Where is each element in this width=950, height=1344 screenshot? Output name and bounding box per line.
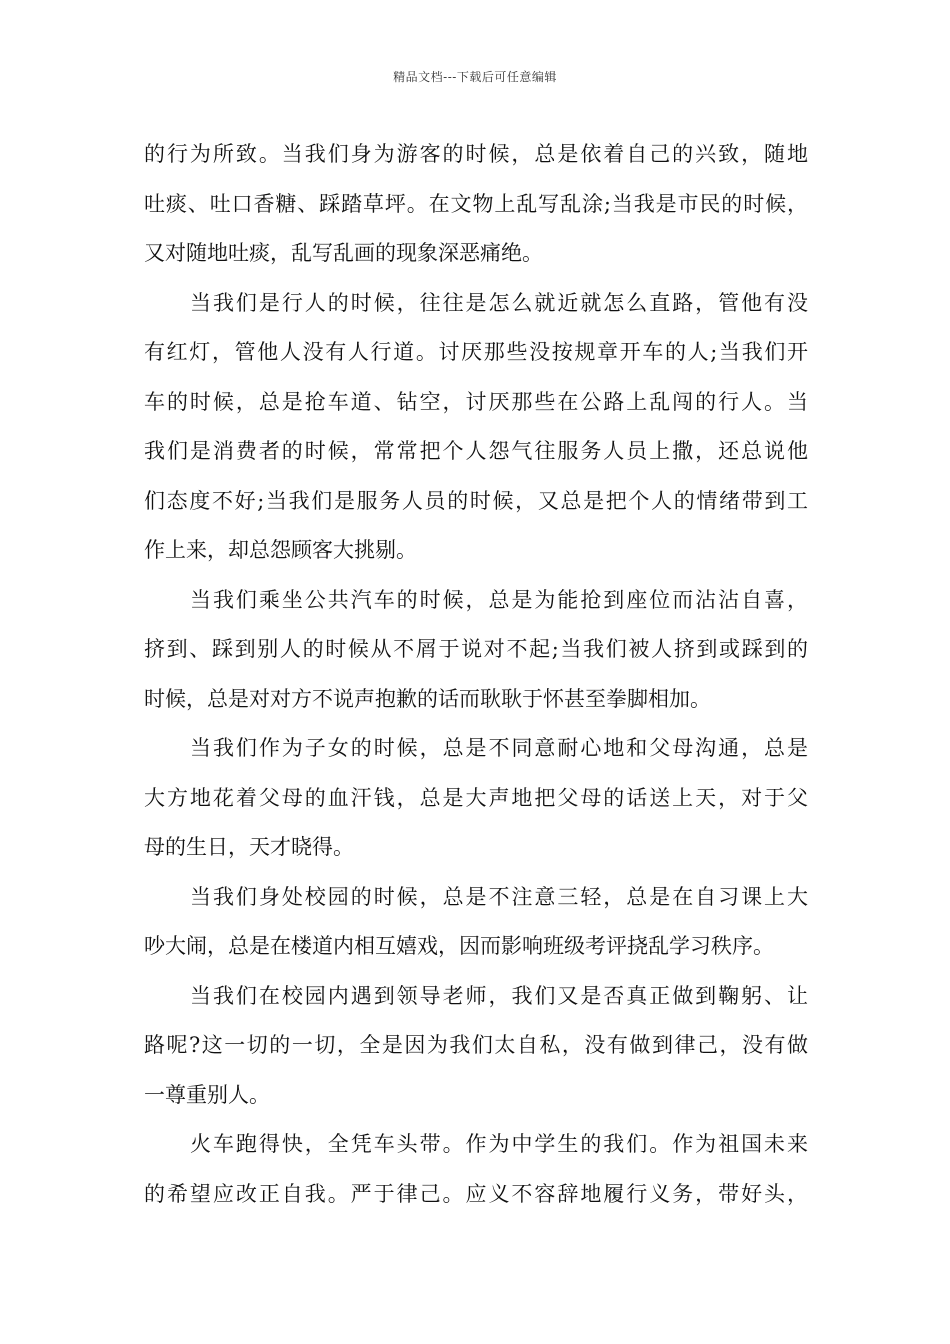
text-line: 挤到、踩到别人的时候从不屑于说对不起;当我们被人挤到或踩到的 xyxy=(144,637,808,661)
text-line: 作上来，却总怨顾客大挑剔。 xyxy=(144,538,417,562)
text-line: 一尊重别人。 xyxy=(144,1082,270,1107)
text-line: 当我们在校园内遇到领导老师，我们又是否真正做到鞠躬、让 xyxy=(190,983,808,1008)
page-header: 精品文档---下载后可任意编辑 xyxy=(393,70,557,84)
text-line: 吵大闹，总是在楼道内相互嬉戏，因而影响班级考评挠乱学习秩序。 xyxy=(144,934,774,958)
text-line: 当我们乘坐公共汽车的时候，总是为能抢到座位而沾沾自喜， xyxy=(190,587,808,612)
text-line: 当我们身处校园的时候，总是不注意三轻，总是在自习课上大 xyxy=(190,884,808,909)
text-line: 们态度不好;当我们是服务人员的时候，又总是把个人的情绪带到工 xyxy=(144,488,808,513)
text-line: 母的生日，天才晓得。 xyxy=(144,835,354,859)
text-line: 的希望应改正自我。严于律己。应义不容辞地履行义务，带好头， xyxy=(144,1181,808,1206)
text-line: 车的时候，总是抢车道、钻空，讨厌那些在公路上乱闯的行人。当 xyxy=(144,389,808,414)
text-line: 大方地花着父母的血汗钱，总是大声地把父母的话送上天，对于父 xyxy=(144,785,808,810)
text-line: 当我们作为子女的时候，总是不同意耐心地和父母沟通，总是 xyxy=(190,736,808,760)
text-line: 的行为所致。当我们身为游客的时候，总是依着自己的兴致，随地 xyxy=(144,142,808,166)
text-line: 时候，总是对对方不说声抱歉的话而耿耿于怀甚至拳脚相加。 xyxy=(144,686,711,711)
text-line: 吐痰、吐口香糖、踩踏草坪。在文物上乱写乱涂;当我是市民的时候， xyxy=(144,191,808,216)
text-line: 我们是消费者的时候，常常把个人怨气往服务人员上撒，还总说他 xyxy=(144,439,808,463)
text-line: 当我们是行人的时候，往往是怎么就近就怎么直路，管他有没 xyxy=(190,290,808,315)
text-line: 路呢?这一切的一切，全是因为我们太自私，没有做到律己，没有做 xyxy=(144,1033,808,1057)
text-line: 有红灯，管他人没有人行道。讨厌那些没按规章开车的人;当我们开 xyxy=(144,340,808,364)
text-line: 又对随地吐痰，乱写乱画的现象深恶痛绝。 xyxy=(144,241,543,265)
document-body xyxy=(144,130,808,1219)
text-line: 火车跑得快，全凭车头带。作为中学生的我们。作为祖国未来 xyxy=(190,1132,808,1156)
